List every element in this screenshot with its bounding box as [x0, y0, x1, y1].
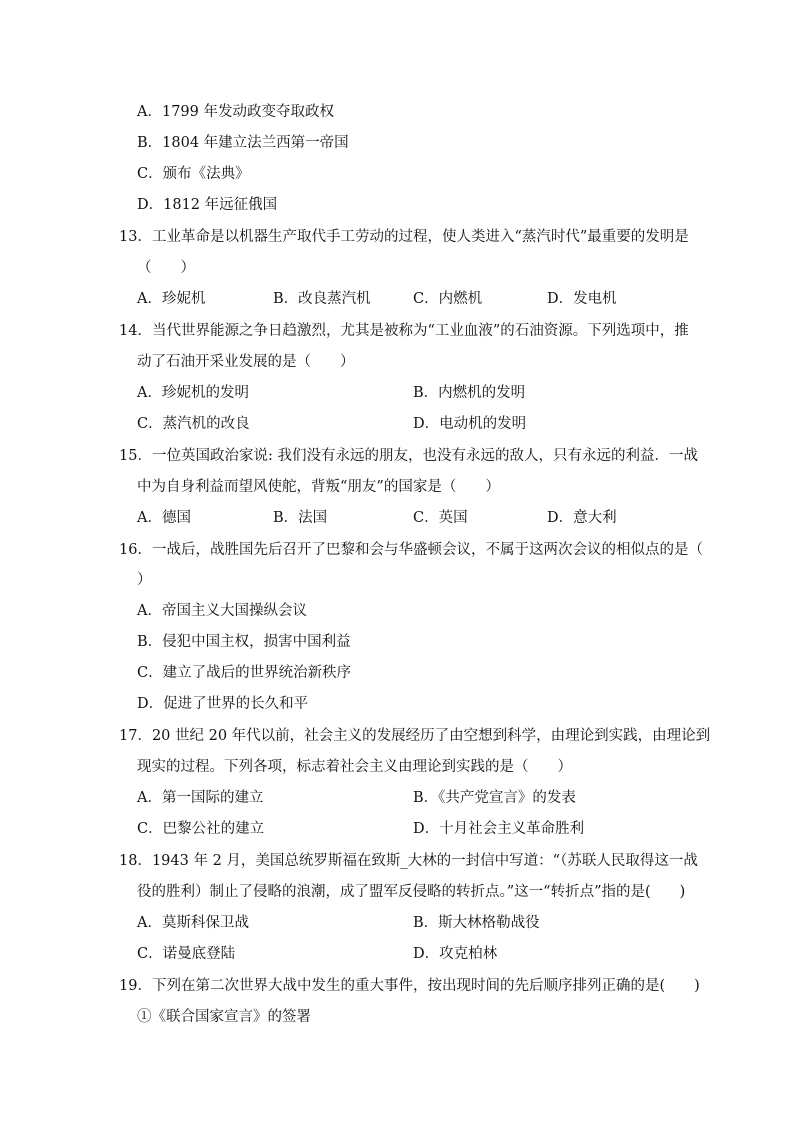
- q13-option-c: C．内燃机: [413, 291, 483, 307]
- q17-stem-line2: 现实的过程。下列各项，标志着社会主义由理论到实践的是（ ）: [137, 759, 572, 775]
- q14-option-c: C．蒸汽机的改良: [137, 416, 250, 432]
- q19-stem-line1: 19．下列在第二次世界大战中发生的重大事件，按出现时间的先后顺序排列正确的是( ): [119, 978, 700, 994]
- q15-stem-line2: 中为自身利益而望风使舵，背叛“朋友”的国家是（ ）: [137, 479, 500, 495]
- q12-option-b: B．1804 年建立法兰西第一帝国: [137, 135, 349, 151]
- q15-option-d: D．意大利: [547, 510, 617, 526]
- q16-option-c: C．建立了战后的世界统治新秩序: [137, 665, 352, 681]
- q18-stem-line1: 18．1943 年 2 月，美国总统罗斯福在致斯_大林的一封信中写道：“（苏联人民取得这一战: [119, 853, 698, 869]
- q15-stem-line1: 15．一位英国政治家说: 我们没有永远的朋友，也没有永远的敌人，只有永远的利益．一战: [119, 448, 698, 464]
- q16-stem-line2: ）: [137, 572, 152, 588]
- q13-option-d: D．发电机: [547, 291, 617, 307]
- q14-stem-line2: 动了石油开采业发展的是（ ）: [137, 354, 355, 370]
- q17-option-d: D．十月社会主义革命胜利: [413, 821, 585, 837]
- q15-option-a: A．德国: [137, 510, 191, 526]
- q16-option-d: D．促进了世界的长久和平: [137, 696, 309, 712]
- q12-option-a: A．1799 年发动政变夺取政权: [137, 104, 334, 120]
- q13-option-a: A．珍妮机: [137, 291, 206, 307]
- q14-option-a: A．珍妮机的发明: [137, 385, 249, 401]
- q14-option-d: D．电动机的发明: [413, 416, 527, 432]
- q14-stem-line1: 14．当代世界能源之争日趋激烈，尤其是被称为“工业血液”的石油资源。下列选项中，推: [119, 323, 689, 339]
- q15-option-c: C．英国: [413, 510, 468, 526]
- q17-option-a: A．第一国际的建立: [137, 790, 264, 806]
- q18-option-d: D．攻克柏林: [413, 946, 498, 962]
- q18-stem-line2: 役的胜利）制止了侵略的浪潮，成了盟军反侵略的转折点。”这一“转折点”指的是( ): [137, 884, 686, 900]
- q17-option-b: B．《共产党宣言》的发表: [413, 790, 576, 806]
- q14-option-b: B．内燃机的发明: [413, 385, 526, 401]
- q17-stem-line1: 17．20 世纪 20 年代以前，社会主义的发展经历了由空想到科学，由理论到实践，由理论到: [119, 728, 711, 744]
- q18-option-c: C．诺曼底登陆: [137, 946, 236, 962]
- q13-stem-line1: 13．工业革命是以机器生产取代手工劳动的过程，使人类进入“蒸汽时代”最重要的发明是: [119, 229, 689, 245]
- q19-item-1: ①《联合国家宣言》的签署: [137, 1009, 311, 1025]
- q16-option-b: B．侵犯中国主权，损害中国利益: [137, 634, 351, 650]
- q13-option-b: B．改良蒸汽机: [273, 291, 371, 307]
- q17-option-c: C．巴黎公社的建立: [137, 821, 265, 837]
- q12-option-d: D．1812 年远征俄国: [137, 197, 278, 213]
- q18-option-b: B．斯大林格勒战役: [413, 915, 540, 931]
- q18-option-a: A．莫斯科保卫战: [137, 915, 249, 931]
- q13-stem-line2: （ ）: [137, 260, 195, 276]
- q15-option-b: B．法国: [273, 510, 328, 526]
- q16-option-a: A．帝国主义大国操纵会议: [137, 603, 307, 619]
- q16-stem-line1: 16．一战后，战胜国先后召开了巴黎和会与华盛顿会议，不属于这两次会议的相似点的是（: [119, 542, 703, 558]
- q12-option-c: C．颁布《法典》: [137, 166, 250, 182]
